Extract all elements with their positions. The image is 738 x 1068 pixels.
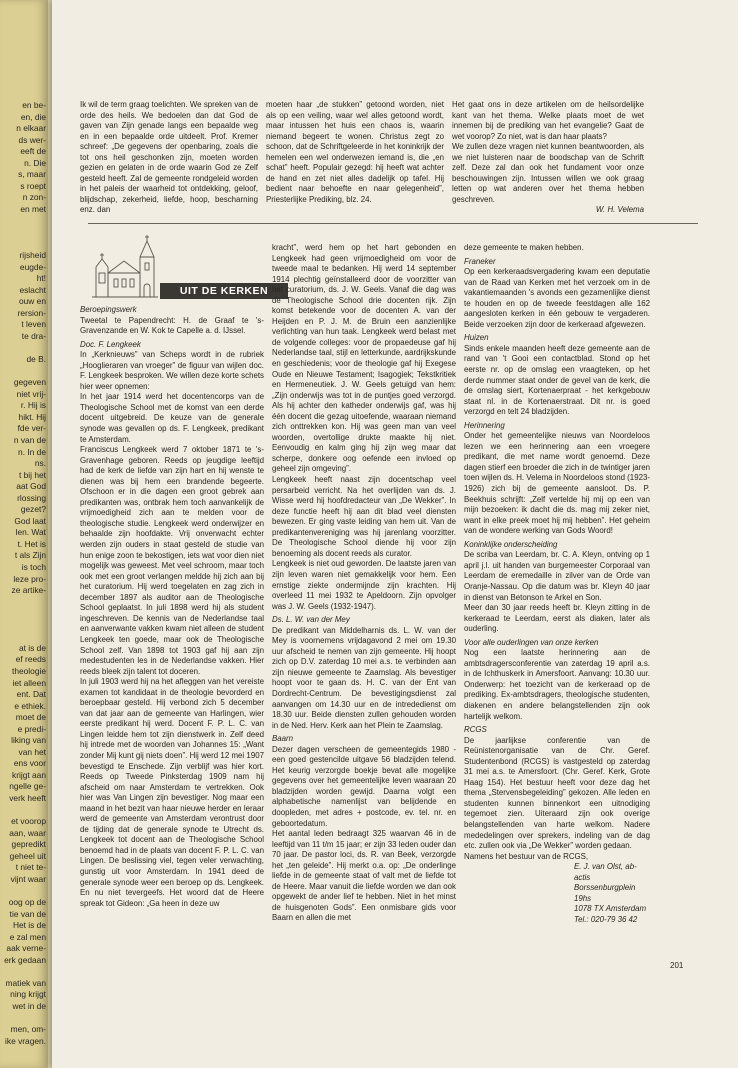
magazine-page [52,0,738,1068]
left-page-fragment: en met [20,203,46,214]
news-paragraph: Namens het bestuur van de RCGS, [464,851,589,861]
news-heading: Huizen [464,333,489,343]
left-page-fragment: tie van de [9,908,46,919]
left-page-fragment: eugde- [19,261,46,272]
left-page-fragment: t bij het [18,469,46,480]
news-paragraph: Dezer dagen verscheen de gemeentegids 1980 - een goed gestencilde uitgave 56 bladzijden telend. Het keurig verzorgde boekje bevat alle mogelijke gegevens over het gemeentelijke leven waaraan 20 bladzijden worden gewijd. Daarna volgt een alphabetische namenlijst van belijdende en doopleden, met adres + postcode, ev. tel. nr. en geboortedatum. [272,744,456,828]
left-page-fragment: et voorop [11,816,46,827]
left-page-fragment: t als Zijn [14,550,46,561]
news-paragraph: De scriba van Leerdam, br. C. A. Kleyn, ontving op 1 april j.l. uit handen van burgemeester Corporaal van Leerdam de eremedaille in zilver van de Orde van Oranje-Nassau. Op die datum was br. Kleyn 40 jaar in dienst van Betonson te Arkel en Son. [464,550,650,602]
news-column-3 [464,243,650,925]
author-signature: W. H. Velema [595,205,644,215]
news-paragraph: Het aantal leden bedraagt 325 waarvan 46 in de leeftijd van 11 t/m 15 jaar; er zijn 33 leden ouder dan 70 jaar. De pastor loci, ds. R. van Beek, verzorgde het „ten geleide”. Hij merkt o.a. op: „De onderlinge liefde in de gemeente staat of valt met de liefde tot de Heere. Maar vanuit die liefde worden we dan ook opgewekt de ander lief te hebben. Niet in het minst de huisgenoten Gods”. Een onmisbare gids voor Baarn en allen die met [272,829,456,923]
left-page-fragment: rlossing [17,492,46,503]
left-page-fragment: de B. [26,354,46,365]
section-divider [88,223,698,224]
news-paragraph: In juli 1903 werd hij na het afleggen van het vereiste examen tot kandidaat in de theologie bevorderd en beroepbaar gesteld. Hij verbond zich 5 december van dat jaar aan de gemeente van Harlingen, wier eerste predikant hij werd. Docent F. P. L. C. van Lingen leidde hem tot zijn dienstwerk in. Zelf deed hij intrede met de woorden van Johannes 15: „Want zonder Mij kunt gij niets doen”. Hij werd 12 mei 1907 bevestigd te Enschede. Zijn verblijf was hier kort. Reeds op Tweede Pinksterdag 1909 nam hij afscheid om naar Amsterdam te vertrekken. Ook hier was Van Lingen zijn bevestiger. Nog maar een maand in het bezit van haar nieuwe herder en leraar werd de gemeente van Amsterdam verontrust door de tijding dat de generale synode te Utrecht ds. Lengkeek tot docent aan de Theologische School benoemd had in de plaats van docent F. P. L. C. van Lingen. De beslissing viel, tegen veler verwachting, gunstig uit voor Amsterdam. In 1941 deed de generale synode weer een beroep op ds. Lengkeek. En nu niet tevergeefs. Het woord dat de Heere spreak tot Gideon: „Ga heen in deze uw [80,677,264,908]
left-page-fragment: s roept [20,180,46,191]
left-page-fragment: God laat [14,515,46,526]
news-heading: Koninklijke onderscheiding [464,539,558,549]
left-page-fragment: n. Die [24,157,46,168]
news-column-2 [272,243,456,924]
left-page-fragment: is toch [21,562,46,572]
left-page-fragment: van het [18,746,46,757]
left-page-fragment: Het is de [12,920,46,931]
news-paragraph: In het jaar 1914 werd het docentencorps van de Theologische School met de komst van een derde docent uitgebreid. De keuze van de generale synode was gevallen op ds. F. Lengkeek, predikant te Amsterdam. [80,392,264,444]
intro-paragraph: Ik wil de term graag toelichten. We spreken van de orde des heils. We bedoelen dan dat God de gaven van Zijn genade langs een bepaalde weg en in een bepaalde orde uitdeelt. Prof. Kremer schreef: „De gegevens der openbaring, zoals die tot ons heil geschonken zijn, moeten worden gezien en gelaten in de orde waarin God ze Zelf gesteld heeft. Zal de gemeente rondgeleid worden in het paleis der waarheid tot ontdekking, geloof, blijdschap, zekerheid, liefde, hoop, bescharning enz. dan [80,100,258,215]
left-page-fragment: en, die [20,111,46,122]
left-page-fragment: wet in de [12,1000,46,1011]
left-page-fragment: ds wer- [18,134,46,145]
church-illustration-icon [88,233,160,299]
news-paragraph: Franciscus Lengkeek werd 7 oktober 1871 te 's-Gravenhage geboren. Reeds op jeugdige leeftijd had de kerk de liefde van zijn hart en hij wenste te dienen was bij hem een brandende begeerte. Ofschoon er in die dagen een groot gebrek aan predikanten was, ontbrak hem toch aanvankelijk de vrijmoedigheid zich aan te melden voor de theologische studie. Lengkeek werd onderwijzer en behaalde zijn hoofdakte. Vrij onverwacht echter werden zijn ouders in staat gesteld de studie van hun enige zoon te bekostigen, iets wat voor dien niet mogelijk was geweest. Met veel schroom, maar toch ook met een groot verlangen meldde hij zich aan bij het curatorium. Hij werd toegelaten en zag zich in december 1897 als auditor aan de Theologische School geplaatst. In juli 1898 werd hij als student ingeschreven. De kennis van de Nederlandse taal en aanverwante vakken kwam niet alleen de student Lengkeek ten goede, maar ook de Theologische School zelf. Van 1898 tot 1903 gaf hij aan zijn medestudenten les in de Nederlandse vakken. Hier reeds bleek zijn talent tot doceren. [80,445,264,676]
news-heading: Beroepingswerk [80,305,137,314]
left-page-fragment: rijsheid [19,250,46,261]
intro-paragraph: Het gaat ons in deze artikelen om de heilsordelijke kant van het thema. Welke plaats moet de wet innemen bij de prediking van het evangelie? Gaat de wet voorop? Zo niet, wat is dan haar plaats? [452,100,644,141]
left-page-fragment: leze pro- [13,573,46,584]
news-paragraph: Onder het gemeentelijke nieuws van Noordeloos lezen we een herinnering aan een vroegere predikant, die met name wordt genoemd. Deze dagen stierf een broeder die zich in de twintiger jaren toen wijlen ds. H. Velema in Noordeloos stond (1923-1926) zich bij de gemeente aansloot. Ds. P. Beekhuis schrijft: „Zelf vertelde hij mij op een van mijn bezoeken: ik dacht die ds. mag mij zeker niet, want in elke preek moet hij mij hebben”. Het geheim van de wondere werking van Gods Woord! [464,431,650,536]
news-paragraph: De predikant van Middelharnis ds. L. W. van der Mey is voornemens vrijdagavond 2 mei om 19.30 uur afscheid te nemen van zijn gemeente. Hij hoopt zich op D.V. zaterdag 10 mei a.s. te verbinden aan zijn nieuwe gemeente te Zaamslag. Als bevestiger hoopt voor te gaan ds. H. C. van der Ent van Dordrecht-Centrum. De bevestigingsdienst zal aanvangen om 14.30 uur en de intrededienst om 18.30 uur. Beide diensten zullen gehouden worden in de Ned. Herv. Kerk aan het Plein te Zaamslag. [272,625,456,730]
left-page-fragment: krijgt aan [12,769,46,780]
intro-paragraph: moeten haar „de stukken” getoond worden, niet als op een veiling, waar wel alles getoond wordt, maar intussen het huis een chaos is, waarin niemand begeert te wonen. Christus zegt zo schoon, dat de Schriftgeleerde in het koninkrijk der hemelen een wel onderwezen iemand is, die „en schat” heeft. Populair gezegd: hij heeft wat achter de hand en zet niet alles dadelijk op tafel. Hij bedient naar behoefte en naar gelegenheid”, Priesterlijke Prediking, blz. 24. [266,100,444,204]
news-paragraph: Tweetal te Papendrecht: H. de Graaf te 's-Gravenzande en W. Kok te Capelle a. d. IJssel. [80,315,264,336]
section-title: UIT DE KERKEN [160,283,288,299]
left-page-fragment: at is de [18,642,46,653]
news-heading: Ds. L. W. van der Mey [272,615,350,625]
top-column-1 [80,100,258,216]
left-page-fragment: oog op de [8,896,46,907]
news-heading: Voor alle ouderlingen van onze kerken [464,637,599,647]
left-page-fragment: aak verne- [6,943,46,954]
left-page-fragment: moet de [15,712,46,723]
left-page-fragment: niet vrij- [16,388,46,399]
news-heading: Doc. F. Lengkeek [80,339,141,349]
news-paragraph: Lengkeek is niet oud geworden. De laatste jaren van zijn leven waren niet gemakkelijk voor hem. Een ernstige ziekte ondermijnde zijn krachten. Hij overleed 11 mei 1932 te Apeldoorn. Zijn opvolger was J. W. Geels (1932-1947). [272,559,456,611]
left-page-fragment: ens voor [13,758,46,769]
signature-line: Tel.: 020-79 36 42 [574,914,638,924]
signature-line: 1078 TX Amsterdam [574,904,647,914]
left-page-fragment: e predi- [17,723,46,734]
left-page-fragment: ngelle ge- [9,781,46,792]
left-page-fragment: aat God [16,481,46,492]
top-column-2 [266,100,444,205]
signature-line: E. J. van Olst, ab-actis [574,862,637,882]
left-page-fragment: en be- [22,100,46,110]
page-number: 201 [670,961,684,970]
news-paragraph: kracht”, werd hem op het hart gebonden en Lengkeek had geen vrijmoedigheid om voor de tweede maal te bedanken. Hij werd 14 september 1914 plechtig geïnstalleerd door de voorzitter van het curatorium, ds. J. W. Geels. Vanaf die dag was de Theologische School drie docenten rijk. Zijn komst betekende voor de docenten A. van der Heijden en P. J. M. de Bruin een aanzienlijke verlichting van hun taak. Lengkeek werd belast met de volgende colleges: voor de propaedeuse gaf hij Nederlandse taal, stijl en letterkunde, aardrijkskunde en geschiedenis; voor de theologie gaf hij Exegese Oude en Nieuwe Testament; Isagogiek; Tekstkritiek en Hermeneutiek. J. W. Geels getuigd van hem: „Zijn onderwijs was tot in de puntjes goed verzorgd. Als hij achter den katheder onderwijs gaf, was hij één docent die gezag uitoefende, waaraan niemand zich onttrekken kon. Hij was geen man van veel woorden, overtollige drukte maakte hij niet. Eenvoudig en kalm ging hij zijn weg maar dat scherpe, donkere oog oefende een invloed op geheel zijn omgeving”. [272,243,456,474]
left-page-fragment: gezet? [20,504,46,515]
news-column-1 [80,305,264,909]
left-page-fragment: t niet te- [15,862,46,873]
left-page-fragment: eeft de [20,146,46,157]
left-page-fragment: erk gedaan [4,954,46,965]
news-paragraph: Op een kerkeraadsvergadering kwam een deputatie van de Raad van Kerken met het verzoek om in de vakantiemaanden 's avonds een gezamenlijke dienst te houden en op de tweede feestdagen alle 162 aangesloten kerken in één gebouw te vergaderen. Beide verzoeken zijn door de kerkeraad afgewezen. [464,267,650,329]
left-page-fragment: t leven [21,319,46,330]
left-page-fragment: fde ver- [17,423,46,434]
left-page-fragment: iet alleen [12,677,46,688]
left-page-fragment: liking van [11,735,46,746]
intro-paragraph: We zullen deze vragen niet kunnen beantwoorden, als we niet luisteren naar de boodschap van de Schrift zelf. Deze zal dan ook het fundament voor onze beschouwingen zijn. Intussen willen we ook graag letten op wat anderen over het thema hebben geschreven. [452,142,644,204]
left-page-fragment: n. In de [18,446,46,457]
left-page-fragment: s, maar [18,169,46,180]
left-page-fragment: n van de [13,434,46,445]
news-paragraph: In „Kerknieuws” van Scheps wordt in de rubriek „Hooglieraren van vroeger” de figuur van wijlen doc. F. Lengkeek besproken. We willen deze korte schets hier weer opnemen: [80,350,264,391]
news-paragraph: Lengkeek heeft naast zijn docentschap veel persarbeid verricht. Na het overlijden van ds. J. Wisse werd hij hoofdredacteur van „De Wekker”. In deze functie heeft hij aan dit blad veel diensten bewezen. Er ging vaste leiding van hem uit. Van de predikantenvereniging was hij jarenlang voorzitter. De Theologische School diende hij voor zijn benoeming als docent reeds als curator. [272,475,456,558]
left-page-fragment: t. Het is [17,538,46,549]
left-page-fragment: matiek van [5,977,46,988]
left-page-fragment: e ethiek. [14,700,46,711]
left-page-fragment: ns. [34,458,46,469]
news-heading: Herinnering [464,420,505,430]
news-paragraph: Meer dan 30 jaar reeds heeft br. Kleyn zitting in de kerkeraad te Leerdam, eerst als diaken, later als ouderling. [464,603,650,634]
left-page-fragment: gepredikt [11,839,46,850]
left-page-fragment: rersion- [17,307,46,318]
news-heading: RCGS [464,725,487,735]
news-paragraph: Nog een laatste herinnering aan de ambtsdragersconferentie van zaterdag 19 april a.s. in de Ichthuskerk in Amersfoort. Aanvang: 10.30 uur. Onderwerp: het toezicht van de kerkeraad op de prediking. Ex-ambtsdragers, theologische studenten, diakenen en andere belangstellenden zijn ook hartelijk welkom. [464,648,650,721]
news-paragraph: Sinds enkele maanden heeft deze gemeente aan de rand van 't Gooi een contactblad. Stond op het eerste nr. op de omslag een vraagteken, op het derde nummer staat onder de gevel van de kerk, die de omslag siert, Kortenaerpraat - het kerkgebouw staat nl. in de Kortenaerstraat. Dit nr. is goed verzorgd en telt 24 bladzijden. [464,343,650,417]
left-page-fragment: r. Hij is [20,400,46,411]
left-page-fragment: n elkaar [16,123,46,134]
news-paragraph: deze gemeente te maken hebben. [464,243,584,252]
adjacent-page-edge [0,0,48,1068]
left-page-fragment: n zon- [22,192,46,203]
left-page-fragment: eslacht [19,284,46,295]
left-page-fragment: ef reeds [15,654,46,665]
news-paragraph: De jaarlijkse conferentie van de Reünistenorganisatie van de Chr. Geref. Studentenbond (RCGS) is vastgesteld op zaterdag 31 mei a.s. te Amersfoort. (Chr. Geref. Kerk, Grote Haag 154). Het bestuur heeft voor deze dag het thema „Stervensbegeleiding” gekozen. Alle leden en studenten kunnen binnenkort een uitnodiging tegemoet zien. Uiteraard zijn ook overige belangstellenden van harte welkom. Nadere mededelingen over sprekers, indeling van de dag etc. zullen ook via „De Wekker” worden gedaan. [464,735,650,851]
left-page-fragment: ht! [36,273,46,284]
top-column-3 [452,100,644,216]
left-page-fragment: gegeven [13,377,46,388]
left-page-fragment: len. Wat [15,527,46,538]
left-page-fragment: ent. Dat [16,689,46,700]
left-page-fragment: te dra- [21,331,46,341]
left-page-fragment: men, om- [10,1024,46,1034]
left-page-fragment: hikt. Hij [18,411,46,422]
left-page-fragment: vijnt waar [10,873,46,884]
left-page-fragment: theologie [12,665,46,676]
left-page-fragment: e zal men [9,931,46,942]
news-heading: Baarn [272,734,294,744]
left-page-fragment: verk heeft [9,793,46,803]
left-page-fragment: ike vragen. [5,1035,46,1046]
left-page-fragment: aan, waar [9,827,46,838]
left-page-fragment: geheel uit [9,850,46,861]
signature-line: Borssenburgplein 19hs [574,883,636,903]
section-banner [88,233,288,295]
news-heading: Franeker [464,256,496,266]
left-page-fragment: ouw en [18,296,46,307]
left-page-fragment: ze artike- [11,585,46,596]
left-page-fragment: ning krijgt [10,989,46,1000]
